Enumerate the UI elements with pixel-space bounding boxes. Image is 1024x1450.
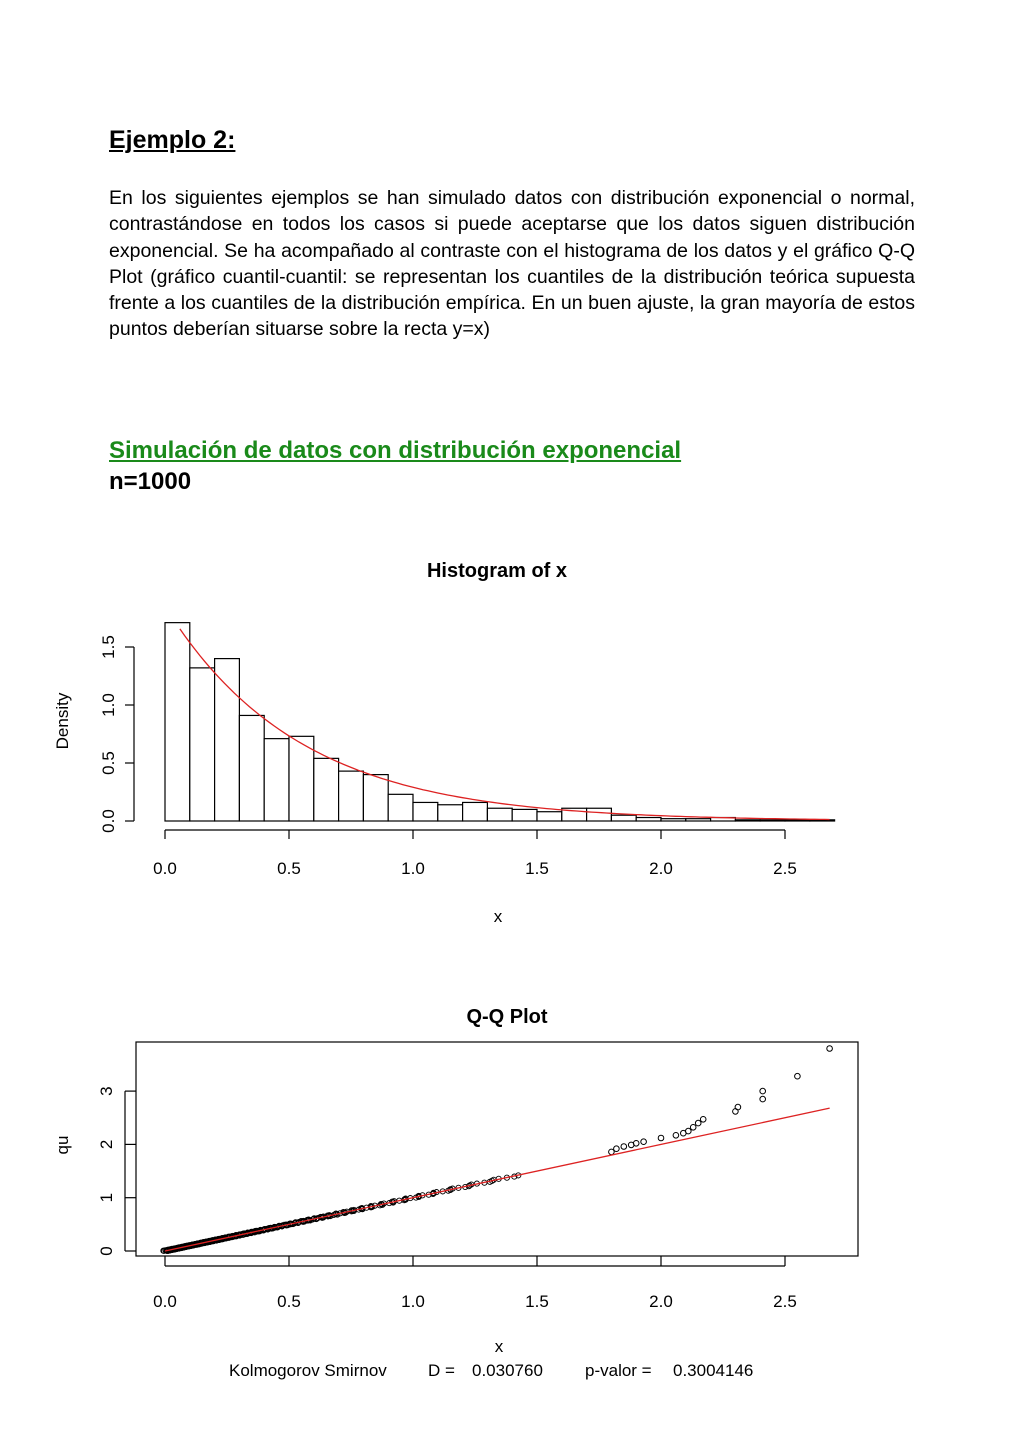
qq-point (686, 1128, 692, 1134)
qq-x-tick-label: 2.5 (773, 1292, 797, 1311)
qq-reference-line (165, 1108, 830, 1251)
qq-x-tick-label: 1.0 (401, 1292, 425, 1311)
ks-p-label: p-valor = (585, 1361, 652, 1380)
qq-point (760, 1096, 766, 1102)
histogram-bar (264, 739, 289, 821)
histogram-bar (413, 802, 438, 821)
qq-point (658, 1135, 664, 1141)
qq-x-tick-label: 0.5 (277, 1292, 301, 1311)
qq-point (695, 1120, 701, 1126)
histogram-x-tick-label: 0.5 (277, 859, 301, 878)
section-subheading: Simulación de datos con distribución exponencial (109, 437, 682, 464)
histogram-bar (661, 819, 686, 821)
histogram-x-axis (153, 830, 797, 878)
qq-point (641, 1139, 647, 1145)
qq-point (827, 1046, 833, 1052)
ks-test-result (229, 1361, 753, 1380)
histogram-bar (438, 805, 463, 821)
qq-point (795, 1073, 801, 1079)
qq-point (760, 1088, 766, 1094)
qq-plot-frame (136, 1042, 858, 1256)
qq-point (673, 1133, 679, 1139)
qq-y-tick-label: 1 (97, 1192, 116, 1203)
qq-x-tick-label: 2.0 (649, 1292, 673, 1311)
ks-d-label: D = (428, 1361, 455, 1380)
qq-y-tick-label: 3 (97, 1086, 116, 1096)
histogram-y-tick-label: 1.0 (99, 693, 118, 717)
qq-y-tick-label: 0 (97, 1246, 116, 1256)
histogram-bar (537, 812, 562, 821)
histogram-bar (512, 809, 537, 821)
qq-reference-line-segment (165, 1108, 830, 1251)
qq-plot-chart (0, 990, 1024, 1390)
qq-point (735, 1104, 741, 1110)
ks-d-value: 0.030760 (472, 1361, 543, 1380)
histogram-bar (388, 794, 413, 821)
histogram-ylabel: Density (53, 692, 72, 750)
histogram-bar (587, 808, 612, 821)
histogram-bar (463, 802, 488, 821)
qq-points (161, 1046, 833, 1254)
qq-x-axis (153, 1256, 797, 1311)
histogram-bar (735, 820, 760, 821)
histogram-y-tick-label: 1.5 (99, 635, 118, 659)
qq-point (614, 1146, 620, 1152)
histogram-x-tick-label: 2.0 (649, 859, 673, 878)
qq-point (621, 1144, 627, 1150)
histogram-bar (165, 623, 190, 821)
qq-y-axis (97, 1086, 136, 1255)
qq-point (690, 1125, 696, 1131)
sample-size-label: n=1000 (109, 468, 192, 495)
qq-point (633, 1141, 639, 1147)
qq-y-tick-label: 2 (97, 1139, 116, 1150)
qq-ylabel: qu (53, 1135, 72, 1155)
qq-x-tick-label: 1.5 (525, 1292, 549, 1311)
histogram-x-tick-label: 1.5 (525, 859, 549, 878)
histogram-bar (190, 668, 215, 821)
histogram-bar (611, 815, 636, 821)
histogram-xlabel: x (493, 907, 503, 926)
histogram-bar (686, 819, 711, 821)
histogram-x-tick-label: 0.0 (153, 859, 177, 878)
intro-paragraph: En los siguientes ejemplos se han simulado datos con distribución exponencial o normal, contrastándose en todos los casos si puede aceptarse que los datos siguen distribución exponencial. Se ha acompañado al contraste con el histograma de los datos y el gráfico Q-Q Plot (gráfico cuantil-cuantil: se representan los cuantiles de la distribución teórica supuesta frente a los cuantiles de la distribución empírica. En un buen ajuste, la gran mayoría de estos puntos deberían situarse sobre la recta y=x) (109, 187, 915, 341)
qq-title: Q-Q Plot (466, 1006, 548, 1028)
qq-point (700, 1117, 706, 1123)
histogram-bars (165, 623, 835, 821)
histogram-y-tick-label: 0.5 (99, 751, 118, 775)
qq-xlabel: x (494, 1337, 504, 1356)
histogram-bar (215, 659, 240, 821)
example-heading: Ejemplo 2: (109, 126, 236, 154)
histogram-bar (760, 820, 785, 821)
ks-p-value: 0.3004146 (673, 1361, 754, 1380)
histogram-title: Histogram of x (426, 560, 568, 582)
ks-test-name: Kolmogorov Smirnov (229, 1361, 387, 1380)
histogram-bar (239, 715, 264, 821)
histogram-chart (0, 540, 1024, 940)
histogram-bar (487, 808, 512, 821)
histogram-y-axis (99, 635, 134, 833)
histogram-bar (636, 818, 661, 821)
histogram-bar (314, 758, 339, 821)
histogram-x-tick-label: 1.0 (401, 859, 425, 878)
histogram-bar (363, 775, 388, 821)
histogram-y-tick-label: 0.0 (99, 809, 118, 833)
histogram-bar (785, 820, 810, 821)
qq-x-tick-label: 0.0 (153, 1292, 177, 1311)
histogram-bar (339, 771, 364, 821)
histogram-x-tick-label: 2.5 (773, 859, 797, 878)
